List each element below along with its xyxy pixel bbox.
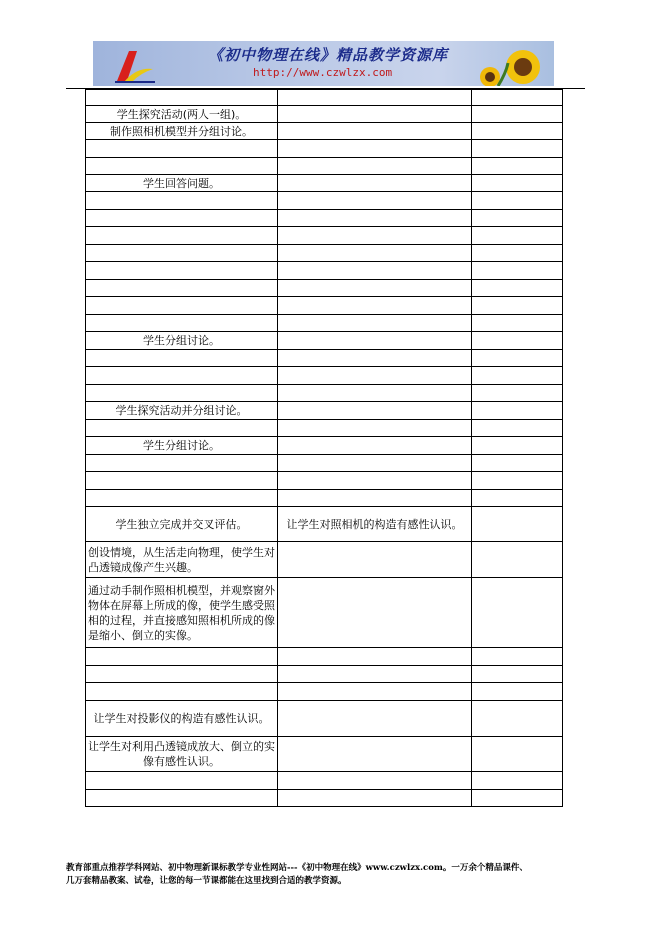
table-cell	[278, 245, 472, 262]
table-row	[86, 542, 563, 578]
table-cell	[472, 90, 563, 106]
table-cell	[278, 385, 472, 402]
site-logo-icon	[115, 47, 155, 83]
table-cell	[472, 385, 563, 402]
table-row	[86, 507, 563, 542]
table-cell	[472, 648, 563, 666]
table-row	[86, 262, 563, 280]
table-cell: 让学生对利用凸透镜成放大、倒立的实像有感性认识。	[86, 737, 278, 772]
table-cell	[278, 210, 472, 227]
table-cell	[278, 297, 472, 315]
table-cell	[472, 245, 563, 262]
table-cell: 学生回答问题。	[86, 175, 278, 192]
sunflower-icon	[478, 43, 548, 86]
table-cell	[472, 507, 563, 542]
table-row	[86, 332, 563, 350]
table-cell: 学生探究活动并分组讨论。	[86, 402, 278, 420]
table-cell	[472, 701, 563, 737]
table-cell	[86, 192, 278, 210]
table-cell: 学生分组讨论。	[86, 437, 278, 455]
table-cell: 创设情境，从生活走向物理，使学生对凸透镜成像产生兴趣。	[86, 542, 278, 578]
table-cell	[278, 158, 472, 175]
table-row	[86, 402, 563, 420]
table-cell	[472, 578, 563, 648]
table-cell	[472, 262, 563, 280]
lesson-table	[85, 89, 563, 807]
table-row	[86, 227, 563, 245]
table-row	[86, 192, 563, 210]
table-cell: 让学生对照相机的构造有感性认识。	[278, 507, 472, 542]
table-cell	[472, 297, 563, 315]
table-cell	[278, 402, 472, 420]
table-cell	[278, 683, 472, 701]
table-cell	[86, 683, 278, 701]
table-cell	[278, 666, 472, 683]
table-cell	[278, 578, 472, 648]
table-cell	[472, 666, 563, 683]
table-cell	[278, 542, 472, 578]
table-cell	[86, 245, 278, 262]
table-cell	[278, 175, 472, 192]
table-row	[86, 455, 563, 472]
table-cell	[278, 280, 472, 297]
table-cell: 让学生对投影仪的构造有感性认识。	[86, 701, 278, 737]
table-row	[86, 297, 563, 315]
table-cell	[278, 90, 472, 106]
table-cell	[472, 350, 563, 367]
table-cell	[472, 683, 563, 701]
table-row	[86, 578, 563, 648]
table-cell	[278, 192, 472, 210]
table-cell	[472, 772, 563, 790]
table-cell	[278, 648, 472, 666]
table-cell	[472, 402, 563, 420]
table-row	[86, 175, 563, 192]
table-row	[86, 437, 563, 455]
table-row	[86, 666, 563, 683]
table-cell	[278, 123, 472, 140]
footer-line-2: 几万套精品教案、试卷，让您的每一节课都能在这里找到合适的教学资源。	[66, 876, 347, 886]
table-row	[86, 245, 563, 262]
table-cell	[278, 420, 472, 437]
table-cell	[472, 737, 563, 772]
table-cell	[472, 106, 563, 123]
table-cell	[472, 790, 563, 807]
table-cell	[278, 772, 472, 790]
table-cell	[472, 490, 563, 507]
table-cell	[278, 737, 472, 772]
table-cell	[86, 666, 278, 683]
table-cell	[472, 437, 563, 455]
table-cell	[472, 210, 563, 227]
table-cell	[86, 367, 278, 385]
table-cell: 通过动手制作照相机模型，并观察窗外物体在屏幕上所成的像，使学生感受照相的过程，并直接感知照相机所成的像是缩小、倒立的实像。	[86, 578, 278, 648]
table-row	[86, 772, 563, 790]
table-row	[86, 385, 563, 402]
footer-note	[66, 862, 596, 888]
table-row	[86, 420, 563, 437]
table-row	[86, 790, 563, 807]
table-cell	[472, 227, 563, 245]
table-cell	[472, 140, 563, 158]
table-cell	[278, 315, 472, 332]
table-row	[86, 123, 563, 140]
table-cell	[86, 385, 278, 402]
table-cell	[472, 280, 563, 297]
table-cell	[86, 297, 278, 315]
table-row	[86, 210, 563, 227]
table-cell	[86, 772, 278, 790]
table-cell	[278, 790, 472, 807]
table-cell	[86, 227, 278, 245]
table-row	[86, 683, 563, 701]
header-banner	[93, 41, 554, 86]
table-cell: 学生分组讨论。	[86, 332, 278, 350]
table-cell	[86, 315, 278, 332]
table-cell	[86, 420, 278, 437]
table-cell	[86, 490, 278, 507]
table-cell	[278, 437, 472, 455]
table-cell	[472, 123, 563, 140]
table-row	[86, 350, 563, 367]
table-cell	[278, 332, 472, 350]
table-cell	[278, 701, 472, 737]
table-row	[86, 701, 563, 737]
table-cell	[472, 158, 563, 175]
table-cell	[86, 648, 278, 666]
table-row	[86, 472, 563, 490]
table-row	[86, 90, 563, 106]
banner-title: 《初中物理在线》精品教学资源库	[208, 46, 449, 64]
table-cell	[472, 315, 563, 332]
table-row	[86, 140, 563, 158]
table-row	[86, 737, 563, 772]
table-row	[86, 315, 563, 332]
table-cell	[86, 140, 278, 158]
table-cell: 学生探究活动(两人一组)。	[86, 106, 278, 123]
table-cell	[472, 420, 563, 437]
footer-line-1: 教育部重点推荐学科网站、初中物理新课标教学专业性网站---《初中物理在线》www.czwlzx.com。一万余个精品课件、	[66, 863, 528, 873]
table-cell	[86, 90, 278, 106]
table-cell	[472, 455, 563, 472]
table-row	[86, 106, 563, 123]
table-cell	[472, 472, 563, 490]
table-cell	[278, 472, 472, 490]
table-cell	[472, 175, 563, 192]
table-cell: 制作照相机模型并分组讨论。	[86, 123, 278, 140]
table-cell	[278, 227, 472, 245]
table-cell	[86, 158, 278, 175]
table-cell	[86, 472, 278, 490]
table-cell	[86, 455, 278, 472]
table-cell	[86, 350, 278, 367]
table-row	[86, 158, 563, 175]
table-cell	[278, 140, 472, 158]
table-cell	[278, 490, 472, 507]
table-cell	[472, 367, 563, 385]
table-cell	[278, 350, 472, 367]
table-cell	[278, 106, 472, 123]
table-row	[86, 490, 563, 507]
table-cell	[472, 192, 563, 210]
table-cell	[86, 210, 278, 227]
table-cell	[472, 332, 563, 350]
banner-url[interactable]: http://www.czwlzx.com	[253, 66, 393, 79]
table-cell	[278, 262, 472, 280]
table-cell	[278, 455, 472, 472]
table-cell	[86, 262, 278, 280]
table-cell	[86, 280, 278, 297]
table-row	[86, 280, 563, 297]
table-row	[86, 367, 563, 385]
table-cell	[86, 790, 278, 807]
table-cell	[278, 367, 472, 385]
table-row	[86, 648, 563, 666]
table-cell: 学生独立完成并交叉评估。	[86, 507, 278, 542]
table-cell	[472, 542, 563, 578]
